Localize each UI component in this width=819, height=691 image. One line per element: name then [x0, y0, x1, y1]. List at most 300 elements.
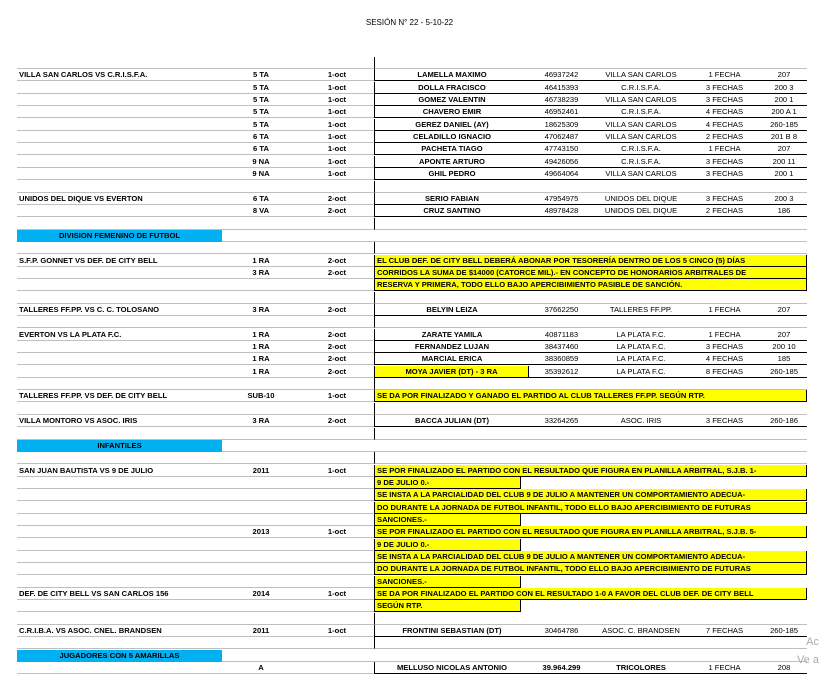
- section-header: [17, 650, 807, 662]
- cell-date: 2-oct: [300, 267, 374, 279]
- grid-cell: [761, 403, 807, 415]
- sanction-row: [17, 119, 807, 131]
- cell-art: 201 B 8: [761, 131, 807, 143]
- grid-cell: [222, 452, 300, 464]
- cell-cat: 9 NA: [222, 168, 300, 180]
- cell-date: 2-oct: [300, 366, 374, 378]
- cell-dni: 48978428: [529, 205, 594, 217]
- sanction-row: [17, 69, 807, 81]
- cell-dni: 46738239: [529, 94, 594, 106]
- cell-match: TALLERES FF.PP. VS DEF. DE CITY BELL: [17, 390, 222, 402]
- cell-dni: 39.964.299: [529, 662, 594, 674]
- cell-date: 1-oct: [300, 106, 374, 118]
- grid-cell: [374, 316, 529, 328]
- grid-cell: [594, 230, 688, 242]
- grid-cell: [222, 316, 300, 328]
- cell-match: [17, 131, 222, 143]
- cell-club: LA PLATA F.C.: [594, 366, 688, 378]
- grid-cell: [374, 218, 529, 230]
- grid-cell: [594, 428, 688, 440]
- cell-player: LAMELLA MAXIMO: [374, 69, 529, 81]
- cell-player: DOLLA FRACISCO: [374, 82, 529, 94]
- grid-cell: [688, 57, 761, 69]
- cell-match: [17, 82, 222, 94]
- grid-cell: [594, 440, 688, 452]
- grid-cell: [761, 181, 807, 193]
- cell-match: [17, 502, 222, 514]
- cell-match: [17, 563, 222, 575]
- grid-cell: [688, 452, 761, 464]
- cell-dni: 46415393: [529, 82, 594, 94]
- cell-match: [17, 477, 222, 489]
- grid-cell: [17, 637, 222, 649]
- cell-match: [17, 106, 222, 118]
- cell-player: MARCIAL ERICA: [374, 353, 529, 365]
- cell-date: 1-oct: [300, 94, 374, 106]
- grid-cell: [17, 316, 222, 328]
- cell-cat: SUB-10: [222, 390, 300, 402]
- grid-cell: [300, 316, 374, 328]
- cell-cat: 6 TA: [222, 193, 300, 205]
- grid-cell: [529, 242, 594, 254]
- cell-date: 1-oct: [300, 143, 374, 155]
- cell-art: 200 3: [761, 82, 807, 94]
- watermark-activate-2: Ve a: [796, 654, 819, 666]
- cell-club: LA PLATA F.C.: [594, 341, 688, 353]
- grid-cell: [374, 613, 529, 625]
- note-row: [17, 563, 807, 575]
- resolution-note: SE INSTA A LA PARCIALIDAD DEL CLUB 9 DE JULIO A MANTENER UN COMPORTAMIENTO ADECUA-: [374, 551, 807, 563]
- grid-cell: [761, 57, 807, 69]
- grid-cell: [688, 637, 761, 649]
- cell-match: [17, 205, 222, 217]
- cell-date: 1-oct: [300, 390, 374, 402]
- cell-cat: 1 RA: [222, 329, 300, 341]
- cell-date: 2-oct: [300, 415, 374, 427]
- cell-dni: 38360859: [529, 353, 594, 365]
- cell-match: UNIDOS DEL DIQUE VS EVERTON: [17, 193, 222, 205]
- cell-date: 2-oct: [300, 205, 374, 217]
- blank-row: [17, 637, 807, 649]
- sanction-row: [17, 168, 807, 180]
- section-label: JUGADORES CON 5 AMARILLAS: [17, 650, 222, 662]
- resolution-note: 9 DE JULIO 0.-: [374, 477, 521, 489]
- grid-cell: [594, 292, 688, 304]
- cell-dni: 18625309: [529, 119, 594, 131]
- grid-cell: [594, 403, 688, 415]
- cell-cat: 1 RA: [222, 255, 300, 267]
- cell-dni: 47743150: [529, 143, 594, 155]
- note-row: [17, 539, 807, 551]
- blank-row: [17, 181, 807, 193]
- cell-sanction: 3 FECHAS: [688, 156, 761, 168]
- grid-cell: [688, 316, 761, 328]
- resolution-note: SE DA POR FINALIZADO Y GANADO EL PARTIDO AL CLUB TALLERES FF.PP. SEGÚN RTP.: [374, 390, 807, 402]
- sanction-row: [17, 341, 807, 353]
- grid-cell: [761, 292, 807, 304]
- cell-date: 1-oct: [300, 119, 374, 131]
- blank-row: [17, 316, 807, 328]
- cell-cat: 3 RA: [222, 415, 300, 427]
- note-row: [17, 255, 807, 267]
- cell-match: [17, 267, 222, 279]
- grid-cell: [222, 637, 300, 649]
- cell-dni: 47062487: [529, 131, 594, 143]
- cell-cat: A: [222, 662, 300, 674]
- grid-cell: [594, 378, 688, 390]
- cell-match: [17, 168, 222, 180]
- grid-cell: [374, 230, 529, 242]
- cell-cat: [222, 600, 300, 612]
- resolution-note: SANCIONES.-: [374, 576, 521, 588]
- cell-art: 207: [761, 69, 807, 81]
- cell-dni: 46937242: [529, 69, 594, 81]
- session-title: SESIÓN N° 22 - 5-10-22: [365, 18, 454, 27]
- cell-date: [300, 576, 374, 588]
- cell-club: VILLA SAN CARLOS: [594, 69, 688, 81]
- cell-club: C.R.I.S.F.A.: [594, 82, 688, 94]
- grid-cell: [374, 403, 529, 415]
- note-row: [17, 477, 807, 489]
- grid-cell: [529, 316, 594, 328]
- cell-cat: 1 RA: [222, 366, 300, 378]
- cell-match: DEF. DE CITY BELL VS SAN CARLOS 156: [17, 588, 222, 600]
- grid-cell: [594, 57, 688, 69]
- cell-match: [17, 514, 222, 526]
- cell-match: [17, 341, 222, 353]
- cell-match: [17, 551, 222, 563]
- grid-cell: [222, 218, 300, 230]
- cell-club: TALLERES FF.PP.: [594, 304, 688, 316]
- cell-cat: 5 TA: [222, 119, 300, 131]
- resolution-note: DO DURANTE LA JORNADA DE FUTBOL INFANTIL, TODO ELLO BAJO APERCIBIMIENTO DE FUTURAS: [374, 502, 807, 514]
- sanction-row: [17, 353, 807, 365]
- cell-cat: 8 VA: [222, 205, 300, 217]
- grid-cell: [594, 613, 688, 625]
- cell-player: APONTE ARTURO: [374, 156, 529, 168]
- grid-cell: [761, 230, 807, 242]
- blank-row: [17, 57, 807, 69]
- grid-cell: [222, 650, 300, 662]
- cell-match: [17, 662, 222, 674]
- sanction-row: [17, 156, 807, 168]
- cell-dni: 38437460: [529, 341, 594, 353]
- grid-cell: [594, 650, 688, 662]
- resolution-note: CORRIDOS LA SUMA DE $14000 (CATORCE MIL).- EN CONCEPTO DE HONORARIOS ARBITRALES DE: [374, 267, 807, 279]
- blank-row: [17, 428, 807, 440]
- cell-date: [300, 514, 374, 526]
- cell-date: [300, 539, 374, 551]
- note-row: [17, 267, 807, 279]
- grid-cell: [300, 218, 374, 230]
- cell-cat: 2011: [222, 625, 300, 637]
- cell-sanction: 4 FECHAS: [688, 119, 761, 131]
- cell-art: 186: [761, 205, 807, 217]
- cell-art: 207: [761, 143, 807, 155]
- cell-match: EVERTON VS LA PLATA F.C.: [17, 329, 222, 341]
- grid-cell: [688, 428, 761, 440]
- cell-match: [17, 156, 222, 168]
- cell-cat: 1 RA: [222, 353, 300, 365]
- cell-sanction: 1 FECHA: [688, 329, 761, 341]
- cell-date: 2-oct: [300, 353, 374, 365]
- cell-date: [300, 662, 374, 674]
- resolution-note: SE POR FINALIZADO EL PARTIDO CON EL RESULTADO QUE FIGURA EN PLANILLA ARBITRAL, S.J.B. 1-: [374, 465, 807, 477]
- grid-cell: [688, 292, 761, 304]
- section-header: [17, 230, 807, 242]
- grid-cell: [594, 242, 688, 254]
- cell-player: BACCA JULIAN (DT): [374, 415, 529, 427]
- grid-cell: [529, 637, 594, 649]
- cell-dni: 46952461: [529, 106, 594, 118]
- note-row: [17, 465, 807, 477]
- resolution-note: SE POR FINALIZADO EL PARTIDO CON EL RESULTADO QUE FIGURA EN PLANILLA ARBITRAL, S.J.B. 5-: [374, 526, 807, 538]
- blank-row: [17, 378, 807, 390]
- cell-match: SAN JUAN BAUTISTA VS 9 DE JULIO: [17, 465, 222, 477]
- cell-date: 2-oct: [300, 329, 374, 341]
- grid-cell: [300, 613, 374, 625]
- grid-cell: [374, 452, 529, 464]
- grid-cell: [222, 428, 300, 440]
- cell-cat: [222, 539, 300, 551]
- cell-club: C.R.I.S.F.A.: [594, 106, 688, 118]
- grid-cell: [374, 181, 529, 193]
- grid-cell: [374, 292, 529, 304]
- cell-sanction: 2 FECHAS: [688, 205, 761, 217]
- cell-cat: 1 RA: [222, 341, 300, 353]
- grid-cell: [17, 181, 222, 193]
- grid-cell: [761, 637, 807, 649]
- grid-cell: [222, 378, 300, 390]
- resolution-note: SANCIONES.-: [374, 514, 521, 526]
- grid-cell: [300, 57, 374, 69]
- cell-cat: [222, 477, 300, 489]
- cell-sanction: 3 FECHAS: [688, 341, 761, 353]
- grid-cell: [688, 218, 761, 230]
- cell-cat: [222, 563, 300, 575]
- note-row: [17, 576, 807, 588]
- grid-cell: [688, 181, 761, 193]
- cell-date: 1-oct: [300, 69, 374, 81]
- cell-cat: 5 TA: [222, 82, 300, 94]
- cell-date: [300, 502, 374, 514]
- cell-date: [300, 279, 374, 291]
- sanction-row: [17, 94, 807, 106]
- grid-cell: [222, 181, 300, 193]
- cell-cat: 5 TA: [222, 94, 300, 106]
- cell-club: VILLA SAN CARLOS: [594, 119, 688, 131]
- sanction-row: [17, 366, 807, 378]
- grid-cell: [688, 440, 761, 452]
- blank-row: [17, 242, 807, 254]
- cell-art: 260-185: [761, 366, 807, 378]
- grid-cell: [374, 378, 529, 390]
- resolution-note: DO DURANTE LA JORNADA DE FUTBOL INFANTIL, TODO ELLO BAJO APERCIBIMIENTO DE FUTURAS: [374, 563, 807, 575]
- blank-row: [17, 452, 807, 464]
- cell-dni: 49664064: [529, 168, 594, 180]
- cell-cat: 2011: [222, 465, 300, 477]
- grid-cell: [17, 292, 222, 304]
- grid-cell: [529, 650, 594, 662]
- resolution-note: SE DA POR FINALIZADO EL PARTIDO CON EL RESULTADO 1-0 A FAVOR DEL CLUB DEF. DE CITY BELL: [374, 588, 807, 600]
- grid-cell: [374, 440, 529, 452]
- grid-cell: [761, 452, 807, 464]
- blank-row: [17, 292, 807, 304]
- grid-cell: [529, 230, 594, 242]
- cell-club: ASOC. IRIS: [594, 415, 688, 427]
- grid-cell: [300, 181, 374, 193]
- cell-cat: [222, 576, 300, 588]
- cell-sanction: 3 FECHAS: [688, 193, 761, 205]
- cell-art: 260-185: [761, 625, 807, 637]
- cell-club: ASOC. C. BRANDSEN: [594, 625, 688, 637]
- cell-match: [17, 366, 222, 378]
- cell-date: 1-oct: [300, 131, 374, 143]
- cell-club: VILLA SAN CARLOS: [594, 131, 688, 143]
- cell-date: 1-oct: [300, 588, 374, 600]
- cell-date: 2-oct: [300, 341, 374, 353]
- cell-match: S.F.P. GONNET VS DEF. DE CITY BELL: [17, 255, 222, 267]
- grid-cell: [688, 403, 761, 415]
- note-row: [17, 502, 807, 514]
- cell-sanction: 3 FECHAS: [688, 415, 761, 427]
- grid-cell: [594, 637, 688, 649]
- resolution-note: RESERVA Y PRIMERA, TODO ELLO BAJO APERCIBIMIENTO PASIBLE DE SANCIÓN.: [374, 279, 807, 291]
- grid-cell: [761, 242, 807, 254]
- resolution-note: SEGÚN RTP.: [374, 600, 521, 612]
- grid-cell: [300, 428, 374, 440]
- cell-sanction: 1 FECHA: [688, 69, 761, 81]
- cell-cat: 9 NA: [222, 156, 300, 168]
- sanction-row: [17, 82, 807, 94]
- section-header: [17, 440, 807, 452]
- cell-art: 200 1: [761, 168, 807, 180]
- grid-cell: [594, 452, 688, 464]
- sanction-row: [17, 193, 807, 205]
- resolution-note: EL CLUB DEF. DE CITY BELL DEBERÁ ABONAR POR TESORERÍA DENTRO DE LOS 5 CINCO (5) DÍAS: [374, 255, 807, 267]
- grid-cell: [529, 440, 594, 452]
- cell-art: 208: [761, 662, 807, 674]
- cell-player: MOYA JAVIER (DT) - 3 RA: [374, 366, 529, 378]
- cell-cat: 6 TA: [222, 131, 300, 143]
- section-label: INFANTILES: [17, 440, 222, 452]
- cell-cat: [222, 514, 300, 526]
- cell-match: [17, 94, 222, 106]
- cell-club: C.R.I.S.F.A.: [594, 156, 688, 168]
- sanction-row: [17, 329, 807, 341]
- cell-cat: 6 TA: [222, 143, 300, 155]
- cell-sanction: 2 FECHAS: [688, 131, 761, 143]
- cell-cat: [222, 279, 300, 291]
- cell-date: 1-oct: [300, 168, 374, 180]
- grid-cell: [300, 637, 374, 649]
- cell-sanction: 1 FECHA: [688, 662, 761, 674]
- grid-cell: [374, 637, 529, 649]
- cell-sanction: 8 FECHAS: [688, 366, 761, 378]
- cell-club: LA PLATA F.C.: [594, 329, 688, 341]
- sanction-row: [17, 106, 807, 118]
- cell-sanction: 3 FECHAS: [688, 94, 761, 106]
- cell-date: 2-oct: [300, 193, 374, 205]
- cell-sanction: 1 FECHA: [688, 143, 761, 155]
- cell-match: VILLA MONTORO VS ASOC. IRIS: [17, 415, 222, 427]
- note-row: [17, 588, 807, 600]
- cell-date: [300, 600, 374, 612]
- grid-cell: [300, 292, 374, 304]
- cell-cat: [222, 489, 300, 501]
- cell-club: UNIDOS DEL DIQUE: [594, 193, 688, 205]
- grid-cell: [529, 452, 594, 464]
- section-label: DIVISION FEMENINO DE FUTBOL: [17, 230, 222, 242]
- blank-row: [17, 218, 807, 230]
- cell-dni: 40871183: [529, 329, 594, 341]
- cell-art: 200 3: [761, 193, 807, 205]
- grid-cell: [222, 613, 300, 625]
- cell-date: [300, 477, 374, 489]
- grid-cell: [529, 57, 594, 69]
- cell-player: GHIL PEDRO: [374, 168, 529, 180]
- cell-dni: 37662250: [529, 304, 594, 316]
- grid-cell: [529, 292, 594, 304]
- grid-cell: [594, 316, 688, 328]
- cell-player: SERIO FABIAN: [374, 193, 529, 205]
- sanction-row: [17, 143, 807, 155]
- cell-player: GOMEZ VALENTIN: [374, 94, 529, 106]
- sanction-row: [17, 205, 807, 217]
- grid-cell: [529, 428, 594, 440]
- grid-cell: [529, 181, 594, 193]
- cell-club: TRICOLORES: [594, 662, 688, 674]
- grid-cell: [222, 440, 300, 452]
- grid-cell: [17, 218, 222, 230]
- grid-cell: [17, 57, 222, 69]
- grid-cell: [17, 452, 222, 464]
- cell-sanction: 7 FECHAS: [688, 625, 761, 637]
- cell-sanction: 4 FECHAS: [688, 353, 761, 365]
- grid-cell: [594, 218, 688, 230]
- grid-cell: [594, 181, 688, 193]
- note-row: [17, 600, 807, 612]
- grid-cell: [529, 403, 594, 415]
- note-row: [17, 526, 807, 538]
- grid-cell: [374, 57, 529, 69]
- cell-player: FRONTINI SEBASTIAN (DT): [374, 625, 529, 637]
- cell-sanction: 3 FECHAS: [688, 82, 761, 94]
- cell-dni: 49426056: [529, 156, 594, 168]
- note-row: [17, 390, 807, 402]
- cell-date: 1-oct: [300, 156, 374, 168]
- cell-player: PACHETA TIAGO: [374, 143, 529, 155]
- cell-match: [17, 489, 222, 501]
- grid-cell: [761, 440, 807, 452]
- cell-club: LA PLATA F.C.: [594, 353, 688, 365]
- cell-date: 2-oct: [300, 304, 374, 316]
- cell-dni: 47954975: [529, 193, 594, 205]
- cell-art: 185: [761, 353, 807, 365]
- cell-match: [17, 279, 222, 291]
- cell-player: CHAVERO EMIR: [374, 106, 529, 118]
- grid-cell: [688, 613, 761, 625]
- cell-club: VILLA SAN CARLOS: [594, 168, 688, 180]
- grid-cell: [374, 242, 529, 254]
- watermark-activate: Ac: [806, 636, 819, 648]
- grid-cell: [300, 230, 374, 242]
- cell-club: UNIDOS DEL DIQUE: [594, 205, 688, 217]
- blank-row: [17, 613, 807, 625]
- cell-art: 207: [761, 304, 807, 316]
- note-row: [17, 514, 807, 526]
- resolution-note: 9 DE JULIO 0.-: [374, 539, 521, 551]
